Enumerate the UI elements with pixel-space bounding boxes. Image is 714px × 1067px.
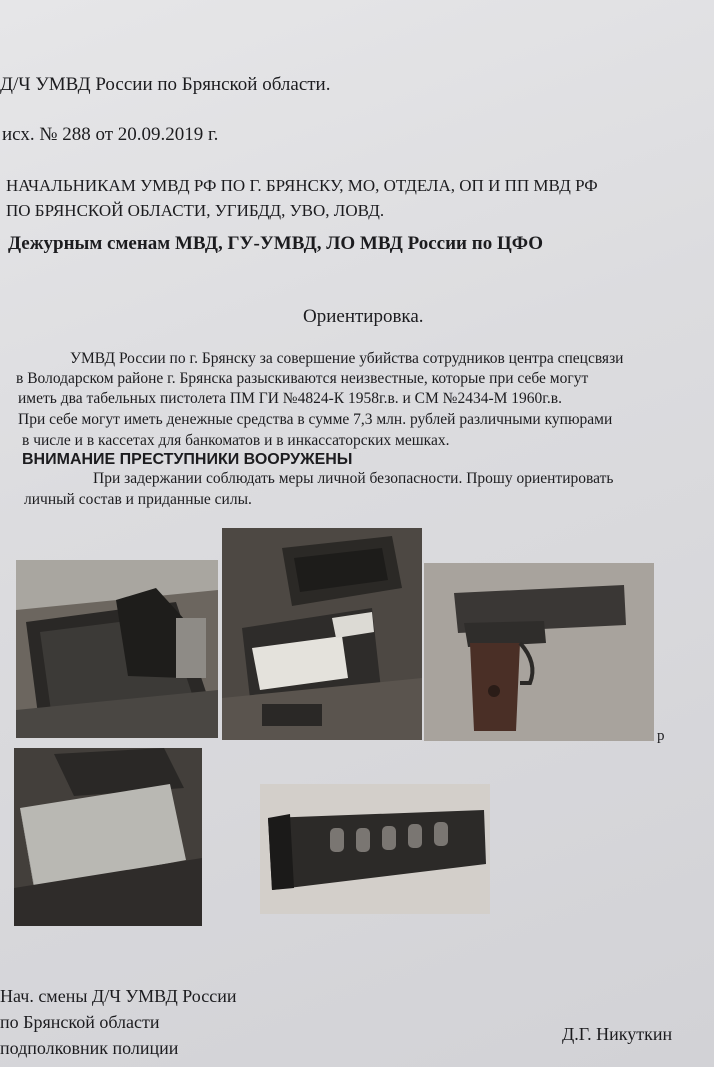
signature-line-3: подполковник полиции xyxy=(0,1038,179,1058)
stray-mark: р xyxy=(657,728,665,744)
body-line: УМВД России по г. Брянску за совершение убийства сотрудников центра спецсвязи xyxy=(70,350,624,367)
cash-cassette-photo xyxy=(16,560,218,738)
signatory-name: Д.Г. Никуткин xyxy=(562,1024,673,1044)
addressees-line-3: Дежурным сменам МВД, ГУ-УМВД, ЛО МВД России по ЦФО xyxy=(8,233,544,254)
body-line: личный состав и приданные силы. xyxy=(24,491,252,508)
body-line: иметь два табельных пистолета ПМ ГИ №4824-К 1958г.в. и СМ №2434-М 1960г.в. xyxy=(18,390,562,407)
body-line: в числе и в кассетах для банкоматов и в инкассаторских мешках. xyxy=(22,432,450,449)
body-line: в Володарском районе г. Брянска разыскиваются неизвестные, которые при себе могут xyxy=(16,370,589,387)
warning-heading: ВНИМАНИЕ ПРЕСТУПНИКИ ВООРУЖЕНЫ xyxy=(22,451,353,468)
body-line: При задержании соблюдать меры личной безопасности. Прошу ориентировать xyxy=(93,470,614,487)
body-line: При себе могут иметь денежные средства в сумме 7,3 млн. рублей различными купюрами xyxy=(18,411,613,428)
magazine-photo xyxy=(260,784,490,914)
metal-box-photo xyxy=(14,748,202,926)
reference-number: исх. № 288 от 20.09.2019 г. xyxy=(2,124,219,145)
atm-cassettes-photo xyxy=(222,528,422,740)
signature-line-1: Нач. смены Д/Ч УМВД России xyxy=(0,986,237,1006)
signature-line-2: по Брянской области xyxy=(0,1012,160,1032)
addressees-line-1: НАЧАЛЬНИКАМ УМВД РФ ПО Г. БРЯНСКУ, МО, ОТДЕЛА, ОП И ПП МВД РФ xyxy=(6,176,598,195)
document-title: Ориентировка. xyxy=(303,306,424,327)
pistol-photo xyxy=(424,563,654,741)
addressees-line-2: ПО БРЯНСКОЙ ОБЛАСТИ, УГИБДД, УВО, ЛОВД. xyxy=(6,201,385,220)
department-header: Д/Ч УМВД России по Брянской области. xyxy=(0,74,331,95)
